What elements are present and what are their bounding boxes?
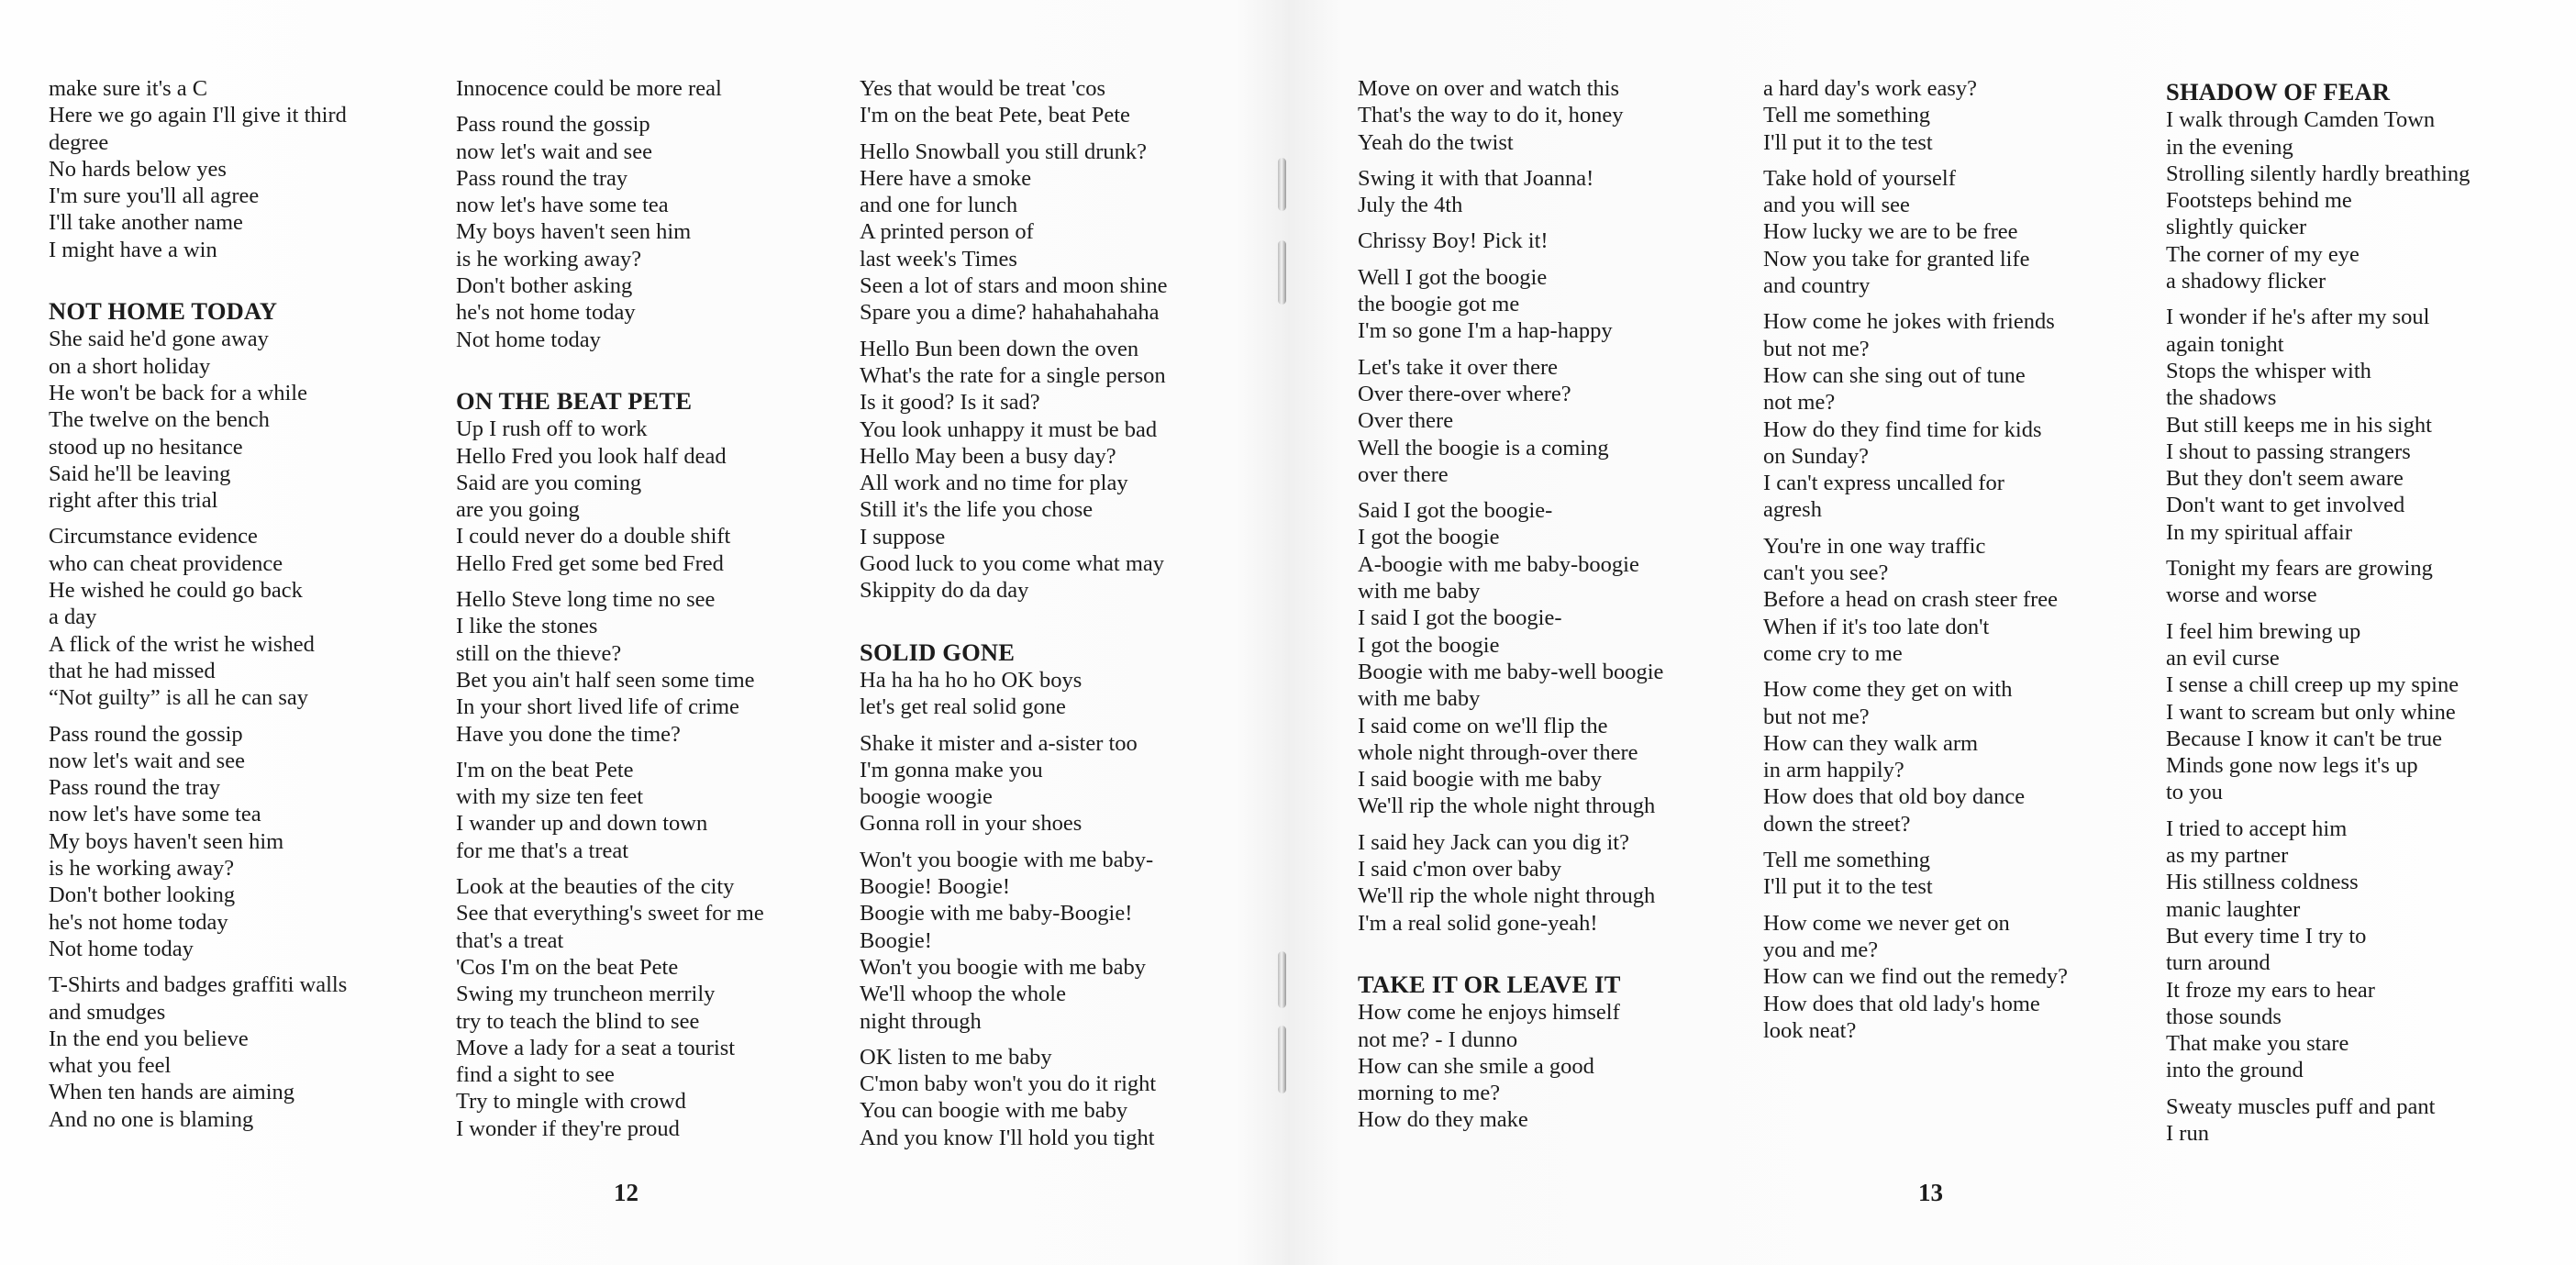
lyric-line: Tonight my fears are growing [2166, 556, 2433, 582]
lyrics-column-6 [2166, 75, 2551, 1156]
lyric-line: My boys haven't seen him [49, 828, 284, 854]
lyric-line: How come he jokes with friends [1763, 309, 2055, 335]
lyric-line: She said he'd gone away [49, 327, 269, 352]
lyrics-stanza [1358, 264, 1743, 345]
lyric-line: When ten hands are aiming [49, 1080, 295, 1105]
lyric-line: July the 4th [1358, 193, 1463, 218]
lyric-line: Here we go again I'll give it third [49, 103, 347, 128]
lyric-line: but not me? [1763, 336, 1870, 361]
lyric-line: Hello Steve long time no see [456, 587, 716, 613]
lyric-line: into the ground [2166, 1058, 2304, 1083]
lyric-line: Hello May been a busy day? [860, 443, 1116, 469]
lyric-line: what you feel [49, 1053, 172, 1079]
lyric-line: How can we find out the remedy? [1763, 964, 2068, 990]
lyric-line: is he working away? [49, 856, 235, 882]
lyric-line: come cry to me [1763, 640, 1903, 666]
lyric-line: OK listen to me baby [860, 1044, 1052, 1070]
lyric-line: Have you done the time? [456, 721, 681, 747]
lyric-line: You're in one way traffic [1763, 533, 1986, 559]
lyric-line: morning to me? [1358, 1081, 1501, 1106]
lyric-line: Good luck to you come what may [860, 551, 1165, 577]
lyric-line: “Not guilty” is all he can say [49, 685, 309, 711]
lyric-line: How come we never get on [1763, 910, 2010, 936]
lyrics-stanza [1358, 999, 1743, 1133]
lyric-line: down the street? [1763, 811, 1911, 837]
lyric-line: an evil curse [2166, 645, 2280, 671]
lyric-line: I wander up and down town [456, 811, 708, 837]
lyric-line: Hello Bun been down the oven [860, 336, 1139, 361]
lyrics-stanza [860, 336, 1245, 605]
lyric-line: whole night through-over there [1358, 739, 1638, 765]
lyric-line: Is it good? Is it sad? [860, 390, 1040, 416]
lyric-line: In the end you believe [49, 1026, 249, 1051]
lyric-line: who can cheat providence [49, 550, 283, 576]
lyrics-stanza [1763, 165, 2149, 299]
lyric-line: It froze my ears to hear [2166, 977, 2375, 1003]
lyrics-column-5 [1763, 75, 2149, 1053]
lyric-line: I said c'mon over baby [1358, 857, 1562, 882]
song-title: SHADOW OF FEAR [2166, 78, 2391, 105]
lyric-line: Over there-over where? [1358, 381, 1571, 406]
lyric-line: You can boogie with me baby [860, 1098, 1128, 1124]
lyrics-stanza [49, 75, 434, 263]
lyric-line: Well the boogie is a coming [1358, 435, 1609, 461]
lyric-line: Gonna roll in your shoes [860, 811, 1083, 837]
page-number-left: 12 [614, 1179, 638, 1206]
lyric-line: All work and no time for play [860, 471, 1128, 496]
lyric-line: I'm on the beat Pete [456, 757, 634, 782]
lyrics-stanza [49, 326, 434, 514]
lyric-line: a shadowy flicker [2166, 269, 2326, 294]
lyric-line: Over there [1358, 408, 1454, 434]
lyric-line: I wonder if he's after my soul [2166, 305, 2430, 330]
lyric-line: are you going [456, 497, 580, 523]
lyric-line: No hards below yes [49, 156, 227, 182]
lyric-line: slightly quicker [2166, 215, 2307, 240]
lyrics-stanza [1358, 165, 1743, 219]
lyric-line: but not me? [1763, 704, 1870, 729]
lyric-line: Seen a lot of stars and moon shine [860, 273, 1168, 299]
lyric-line: Don't want to get involved [2166, 493, 2405, 518]
lyric-line: look neat? [1763, 1017, 1857, 1043]
lyrics-stanza [456, 873, 841, 1142]
lyric-line: I tried to accept him [2166, 816, 2348, 841]
lyric-line: We'll rip the whole night through [1358, 793, 1656, 819]
lyric-line: stood up no hesitance [49, 434, 243, 460]
lyric-line: See that everything's sweet for me [456, 901, 764, 927]
lyrics-stanza [1763, 847, 2149, 901]
lyric-line: Swing it with that Joanna! [1358, 165, 1594, 191]
lyric-line: How do they make [1358, 1107, 1528, 1133]
lyric-line: How does that old lady's home [1763, 991, 2040, 1016]
lyric-line: Try to mingle with crowd [456, 1089, 686, 1115]
lyric-line: Tell me something [1763, 103, 1931, 128]
lyric-line: How come they get on with [1763, 677, 2013, 703]
lyric-line: I run [2166, 1120, 2209, 1146]
lyrics-stanza [860, 730, 1245, 838]
lyric-line: But they don't seem aware [2166, 466, 2404, 492]
lyric-line: on Sunday? [1763, 443, 1869, 469]
lyric-line: let's get real solid gone [860, 694, 1066, 720]
lyric-line: Well I got the boogie [1358, 264, 1548, 290]
lyric-line: those sounds [2166, 1004, 2282, 1029]
lyric-line: But still keeps me in his sight [2166, 412, 2432, 438]
staple-bottom-lower [1278, 1026, 1286, 1093]
lyric-line: Pass round the gossip [49, 721, 243, 747]
lyric-line: I'm so gone I'm a hap-happy [1358, 318, 1613, 344]
lyric-line: degree [49, 129, 109, 155]
lyrics-stanza [860, 75, 1245, 129]
lyric-line: A-boogie with me baby-boogie [1358, 551, 1639, 577]
lyric-line: that he had missed [49, 658, 216, 683]
lyric-line: Hello Fred you look half dead [456, 443, 727, 469]
lyric-line: I'll put it to the test [1763, 874, 1933, 900]
lyric-line: Look at the beauties of the city [456, 874, 735, 900]
lyric-line: Won't you boogie with me baby [860, 954, 1147, 980]
lyric-line: the shadows [2166, 385, 2277, 411]
lyric-line: C'mon baby won't you do it right [860, 1071, 1157, 1097]
lyric-line: When if it's too late don't [1763, 614, 1990, 639]
lyric-line: right after this trial [49, 488, 218, 514]
lyric-line: I'll put it to the test [1763, 129, 1933, 155]
lyric-line: In my spiritual affair [2166, 519, 2352, 545]
lyric-line: Strolling silently hardly breathing [2166, 161, 2471, 186]
staple-top-lower [1278, 240, 1286, 305]
song-title: TAKE IT OR LEAVE IT [1358, 970, 1621, 998]
lyric-line: now let's wait and see [49, 748, 245, 773]
lyric-line: He won't be back for a while [49, 380, 307, 405]
lyric-line: But every time I try to [2166, 923, 2367, 949]
lyric-line: Pass round the tray [49, 775, 221, 801]
lyric-line: How can they walk arm [1763, 730, 1979, 756]
lyric-line: You look unhappy it must be bad [860, 416, 1158, 442]
lyric-line: How lucky we are to be free [1763, 219, 2018, 245]
lyric-line: Hello Snowball you still drunk? [860, 139, 1148, 164]
lyric-line: make sure it's a C [49, 76, 208, 101]
lyric-line: Chrissy Boy! Pick it! [1358, 228, 1549, 254]
lyric-line: I said come on we'll flip the [1358, 713, 1608, 738]
lyric-line: Said I got the boogie- [1358, 498, 1553, 524]
lyric-line: manic laughter [2166, 896, 2301, 922]
lyric-line: in arm happily? [1763, 758, 1904, 783]
lyric-line: Boogie with me baby-Boogie! [860, 901, 1133, 927]
lyric-line: night through [860, 1008, 982, 1034]
lyric-line: Boogie with me baby-well boogie [1358, 659, 1664, 684]
lyric-line: Yes that would be treat 'cos [860, 76, 1105, 101]
lyric-line: Don't bother looking [49, 882, 236, 908]
lyric-line: I could never do a double shift [456, 524, 731, 549]
lyrics-stanza [456, 586, 841, 748]
page-number-right: 13 [1918, 1179, 1943, 1206]
lyric-line: Up I rush off to work [456, 416, 648, 442]
lyric-line: I sense a chill creep up my spine [2166, 672, 2459, 698]
lyric-line: I'm on the beat Pete, beat Pete [860, 103, 1130, 128]
lyrics-stanza [49, 523, 434, 711]
lyric-line: to you [2166, 780, 2223, 805]
lyric-line: he's not home today [456, 300, 636, 326]
lyric-line: I'm gonna make you [860, 757, 1043, 782]
lyric-line: I want to scream but only whine [2166, 699, 2456, 725]
lyric-line: not me? [1763, 390, 1836, 416]
lyric-line: I feel him brewing up [2166, 618, 2361, 644]
lyric-line: In your short lived life of crime [456, 694, 739, 720]
lyrics-stanza [49, 721, 434, 963]
lyric-line: I'm sure you'll all agree [49, 183, 260, 209]
lyric-line: and you will see [1763, 193, 1910, 218]
lyric-line: now let's have some tea [49, 802, 261, 827]
lyric-line: Boogie! Boogie! [860, 874, 1010, 900]
lyric-line: for me that's a treat [456, 838, 629, 863]
lyric-line: How does that old boy dance [1763, 784, 2026, 810]
lyric-line: How come he enjoys himself [1358, 1000, 1620, 1026]
lyric-line: find a sight to see [456, 1062, 615, 1088]
lyric-line: Let's take it over there [1358, 354, 1559, 380]
song-title: SOLID GONE [860, 638, 1016, 666]
lyric-line: Swing my truncheon merrily [456, 982, 716, 1007]
lyric-line: that's a treat [456, 927, 564, 953]
lyric-line: Bet you ain't half seen some time [456, 667, 755, 693]
lyric-line: Hello Fred get some bed Fred [456, 550, 724, 576]
lyrics-stanza [1358, 497, 1743, 820]
lyric-line: I got the boogie [1358, 525, 1500, 550]
lyric-line: Spare you a dime? hahahahahaha [860, 300, 1160, 326]
lyric-line: the boogie got me [1358, 292, 1520, 317]
lyrics-stanza [2166, 1093, 2551, 1148]
lyric-line: He wished he could go back [49, 578, 303, 604]
lyrics-stanza [860, 667, 1245, 721]
lyrics-stanza [1763, 308, 2149, 523]
lyric-line: And you know I'll hold you tight [860, 1125, 1155, 1150]
lyrics-stanza [860, 847, 1245, 1035]
lyric-line: How can she smile a good [1358, 1053, 1594, 1079]
lyric-line: try to teach the blind to see [456, 1008, 700, 1034]
lyrics-stanza [2166, 106, 2551, 294]
lyric-line: now let's have some tea [456, 193, 669, 218]
lyric-line: 'Cos I'm on the beat Pete [456, 954, 679, 980]
lyric-line: is he working away? [456, 246, 642, 272]
lyric-line: can't you see? [1763, 560, 1889, 586]
lyric-line: Because I know it can't be true [2166, 726, 2443, 751]
lyrics-stanza [1763, 75, 2149, 156]
lyric-line: and one for lunch [860, 193, 1018, 218]
lyrics-stanza [1358, 227, 1743, 254]
lyric-line: I'll take another name [49, 210, 243, 236]
lyric-line: How do they find time for kids [1763, 416, 2042, 442]
lyric-line: Said he'll be leaving [49, 461, 231, 486]
lyric-line: Said are you coming [456, 470, 642, 495]
lyric-line: Before a head on crash steer free [1763, 587, 2059, 613]
lyric-line: Yeah do the twist [1358, 129, 1514, 155]
page-right [1288, 0, 2576, 1265]
lyric-line: and country [1763, 273, 1871, 299]
lyric-line: And no one is blaming [49, 1106, 254, 1132]
lyric-line: We'll whoop the whole [860, 982, 1066, 1007]
lyric-line: Circumstance evidence [49, 524, 258, 549]
lyrics-stanza [2166, 618, 2551, 806]
lyric-line: last week's Times [860, 246, 1017, 272]
lyric-line: Footsteps behind me [2166, 188, 2352, 214]
song-title: ON THE BEAT PETE [456, 386, 693, 415]
staple-bottom-upper [1278, 951, 1286, 1008]
lyric-line: with me baby [1358, 686, 1481, 712]
lyrics-stanza [49, 971, 434, 1133]
lyrics-stanza [2166, 555, 2551, 609]
lyrics-stanza [2166, 304, 2551, 546]
song-title: NOT HOME TODAY [49, 297, 278, 326]
lyric-line: Innocence could be more real [456, 76, 722, 101]
lyric-line: Now you take for granted life [1763, 246, 2030, 272]
staple-top-upper [1278, 158, 1286, 211]
lyric-line: Boogie! [860, 927, 932, 953]
lyrics-stanza [456, 111, 841, 353]
lyric-line: I might have a win [49, 237, 217, 262]
lyric-line: Won't you boogie with me baby- [860, 847, 1154, 872]
lyric-line: I'm a real solid gone-yeah! [1358, 910, 1598, 936]
lyric-line: Sweaty muscles puff and pant [2166, 1093, 2436, 1119]
lyric-line: turn around [2166, 950, 2271, 976]
lyric-line: The twelve on the bench [49, 407, 270, 433]
lyric-line: That's the way to do it, honey [1358, 103, 1624, 128]
lyric-line: I said hey Jack can you dig it? [1358, 829, 1629, 855]
lyric-line: with my size ten feet [456, 784, 644, 810]
lyric-line: on a short holiday [49, 353, 211, 379]
lyrics-stanza [860, 1044, 1245, 1151]
lyrics-column-1 [49, 75, 434, 1142]
lyric-line: The corner of my eye [2166, 241, 2359, 267]
lyrics-stanza [1763, 676, 2149, 838]
lyric-line: Take hold of yourself [1763, 165, 1956, 191]
lyric-line: That make you stare [2166, 1031, 2349, 1057]
lyric-line: Tell me something [1763, 848, 1931, 873]
lyric-line: My boys haven't seen him [456, 219, 692, 245]
lyric-line: not me? - I dunno [1358, 1026, 1518, 1052]
lyric-line: A flick of the wrist he wished [49, 631, 315, 657]
lyrics-stanza [1763, 910, 2149, 1044]
lyric-line: Stops the whisper with [2166, 358, 2371, 383]
lyric-line: Skippity do da day [860, 578, 1029, 604]
lyric-line: A printed person of [860, 219, 1034, 245]
lyrics-stanza [2166, 816, 2551, 1084]
lyric-line: Not home today [456, 327, 601, 352]
lyrics-stanza [1763, 533, 2149, 667]
lyric-line: I shout to passing strangers [2166, 438, 2411, 464]
lyrics-stanza [456, 416, 841, 577]
lyric-line: I said I got the boogie- [1358, 605, 1562, 631]
lyric-line: again tonight [2166, 331, 2284, 357]
lyric-line: Here have a smoke [860, 165, 1032, 191]
lyric-line: T-Shirts and badges graffiti walls [49, 972, 348, 998]
lyric-line: I wonder if they're proud [456, 1115, 680, 1141]
lyric-line: His stillness coldness [2166, 870, 2359, 895]
lyric-line: he's not home today [49, 909, 228, 935]
lyric-line: worse and worse [2166, 583, 2317, 608]
lyric-line: How can she sing out of tune [1763, 362, 2026, 388]
lyric-line: you and me? [1763, 937, 1879, 962]
lyric-line: I like the stones [456, 614, 598, 639]
lyric-line: boogie woogie [860, 784, 993, 810]
lyric-line: Move a lady for a seat a tourist [456, 1035, 736, 1060]
lyric-line: Still it's the life you chose [860, 497, 1094, 523]
lyric-line: I got the boogie [1358, 632, 1500, 658]
lyric-line: still on the thieve? [456, 640, 622, 666]
lyric-line: I can't express uncalled for [1763, 471, 2004, 496]
lyric-line: Minds gone now legs it's up [2166, 753, 2418, 779]
lyrics-column-2 [456, 75, 841, 1151]
lyric-line: Don't bother asking [456, 273, 633, 299]
lyric-line: I said boogie with me baby [1358, 767, 1603, 793]
lyric-line: and smudges [49, 999, 166, 1025]
lyric-line: with me baby [1358, 579, 1481, 605]
lyrics-stanza [456, 75, 841, 102]
lyric-line: Shake it mister and a-sister too [860, 730, 1138, 756]
lyric-line: What's the rate for a single person [860, 362, 1166, 388]
lyrics-stanza [456, 757, 841, 864]
lyric-line: a day [49, 605, 97, 630]
lyrics-stanza [1358, 829, 1743, 937]
lyrics-stanza [1358, 75, 1743, 156]
lyric-line: We'll rip the whole night through [1358, 883, 1656, 909]
lyric-line: over there [1358, 461, 1449, 487]
lyric-line: agresh [1763, 497, 1822, 523]
lyrics-stanza [860, 139, 1245, 327]
lyric-line: a hard day's work easy? [1763, 76, 1977, 101]
lyric-line: Not home today [49, 936, 194, 961]
lyric-line: Pass round the tray [456, 165, 628, 191]
lyric-line: now let's wait and see [456, 139, 652, 164]
lyric-line: Ha ha ha ho ho OK boys [860, 667, 1083, 693]
lyric-line: I walk through Camden Town [2166, 107, 2436, 133]
lyric-line: in the evening [2166, 134, 2293, 160]
lyrics-column-4 [1358, 75, 1743, 1143]
lyric-line: I suppose [860, 524, 946, 549]
lyrics-column-3 [860, 75, 1245, 1160]
lyric-line: as my partner [2166, 843, 2289, 869]
lyric-line: Pass round the gossip [456, 112, 650, 138]
lyric-line: Move on over and watch this [1358, 76, 1620, 101]
lyrics-stanza [1358, 354, 1743, 488]
